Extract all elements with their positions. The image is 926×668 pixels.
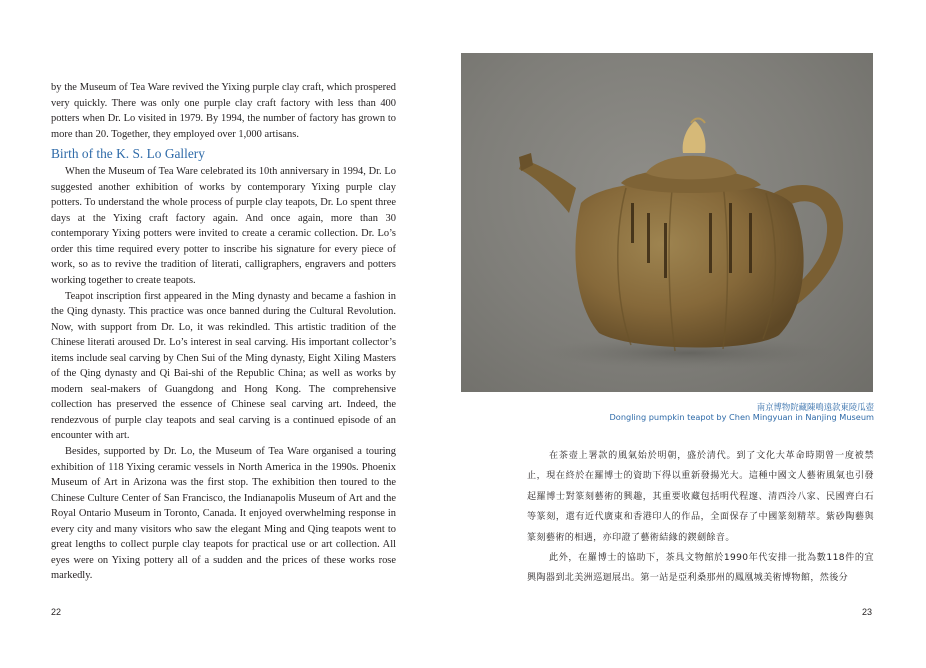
teapot-photo [461, 53, 873, 392]
section-heading: Birth of the K. S. Lo Gallery [51, 146, 205, 162]
paragraph-continued: by the Museum of Tea Ware revived the Yixing purple clay craft, which prospered very quickly. There was only one purple clay craft factory with less than 400 potters when Dr. Lo visited in 1979. By 1994, the number of factory has grown to more than 20. Together, they employed over 1,000 artisans. [51, 82, 396, 140]
photo-caption-english: Dongling pumpkin teapot by Chen Mingyuan in Nanjing Museum [609, 412, 874, 422]
chinese-text-column [527, 446, 874, 589]
paragraph-chinese: 此外，在羅博士的協助下，茶具文物館於1990年代安排一批為數118件的宜興陶器到北美洲巡迴展出。第一站是亞利桑那州的鳳凰城美術博物館，然後分 [527, 553, 874, 584]
teapot-illustration [461, 53, 873, 392]
paragraph-chinese: 在茶壺上署款的風氣始於明朝，盛於清代。到了文化大革命時期曾一度被禁止，現在終於在羅博士的資助下得以重新發揚光大。這種中國文人藝術風氣也引發起羅博士對篆刻藝術的興趣，其重要收藏包括明代程邃、清西泠八家、民國齊白石等篆刻，還有近代廣東和香港印人的作品，全面保存了中國篆刻精萃。紫砂陶藝與篆刻藝術的相遇，亦印證了藝術結緣的鍥劍餘音。 [527, 451, 874, 543]
photo-caption-chinese: 南京博物院藏陳鳴遠款東陵瓜壺 [756, 402, 874, 412]
paragraph: When the Museum of Tea Ware celebrated its 10th anniversary in 1994, Dr. Lo suggested another exhibition of works by contemporary Yixing purple clay potters. To understand the whole process of purple clay teapots, Dr. Lo spent three days at the Yixing craft factory again. And once again, more than 30 contemporary Yixing potters were invited to create a ceramic collection. Dr. Lo’s order this time required every potter to inscribe his signature for every piece of work, so as to revive the tradition of literati, calligraphers, engravers and potters working together to create teapots. [51, 166, 396, 287]
paragraph: Besides, supported by Dr. Lo, the Museum of Tea Ware organised a touring exhibition of 118 Yixing ceramic vessels in North America in the 1990s. Phoenix Museum of Art in Arizona was the first stop. The exhibition then toured to the Chinese Culture Center of San Francisco, the Indianapolis Museum of Art and the Royal Ontario Museum in Toronto, Canada. It enjoyed overwhelming response in every city and many visitors who saw the elegant Ming and Qing teapots went to great lengths to collect purple clay teapots for practical use or art collection. All eyes were on Yixing pottery all of a sudden and the prices of these works rose markedly. [51, 446, 396, 582]
page-number-left: 22 [51, 607, 62, 617]
right-page [463, 0, 926, 668]
page-number-right: 23 [861, 607, 872, 617]
english-text-column [51, 80, 396, 584]
paragraph: Teapot inscription first appeared in the Ming dynasty and became a fashion in the Qing dynasty. This practice was once banned during the Cultural Revolution. Now, with support from Dr. Lo, it was rekindled. This artistic tradition of the Chinese literati aroused Dr. Lo’s interest in seal carving. His important collector’s items include seal carving by Chen Sui of the Ming dynasty, Eight Xiling Masters of the Qing dynasty and Qi Bai-shi of the Republic China; as well as works by modern seal-makers of Guangdong and Hong Kong. The comprehensive collection has preserved the essence of Chinese seal carving art. Indeed, the rendezvous of purple clay teapots and seal carving is a continued episode of an encounter with art. [51, 290, 396, 442]
